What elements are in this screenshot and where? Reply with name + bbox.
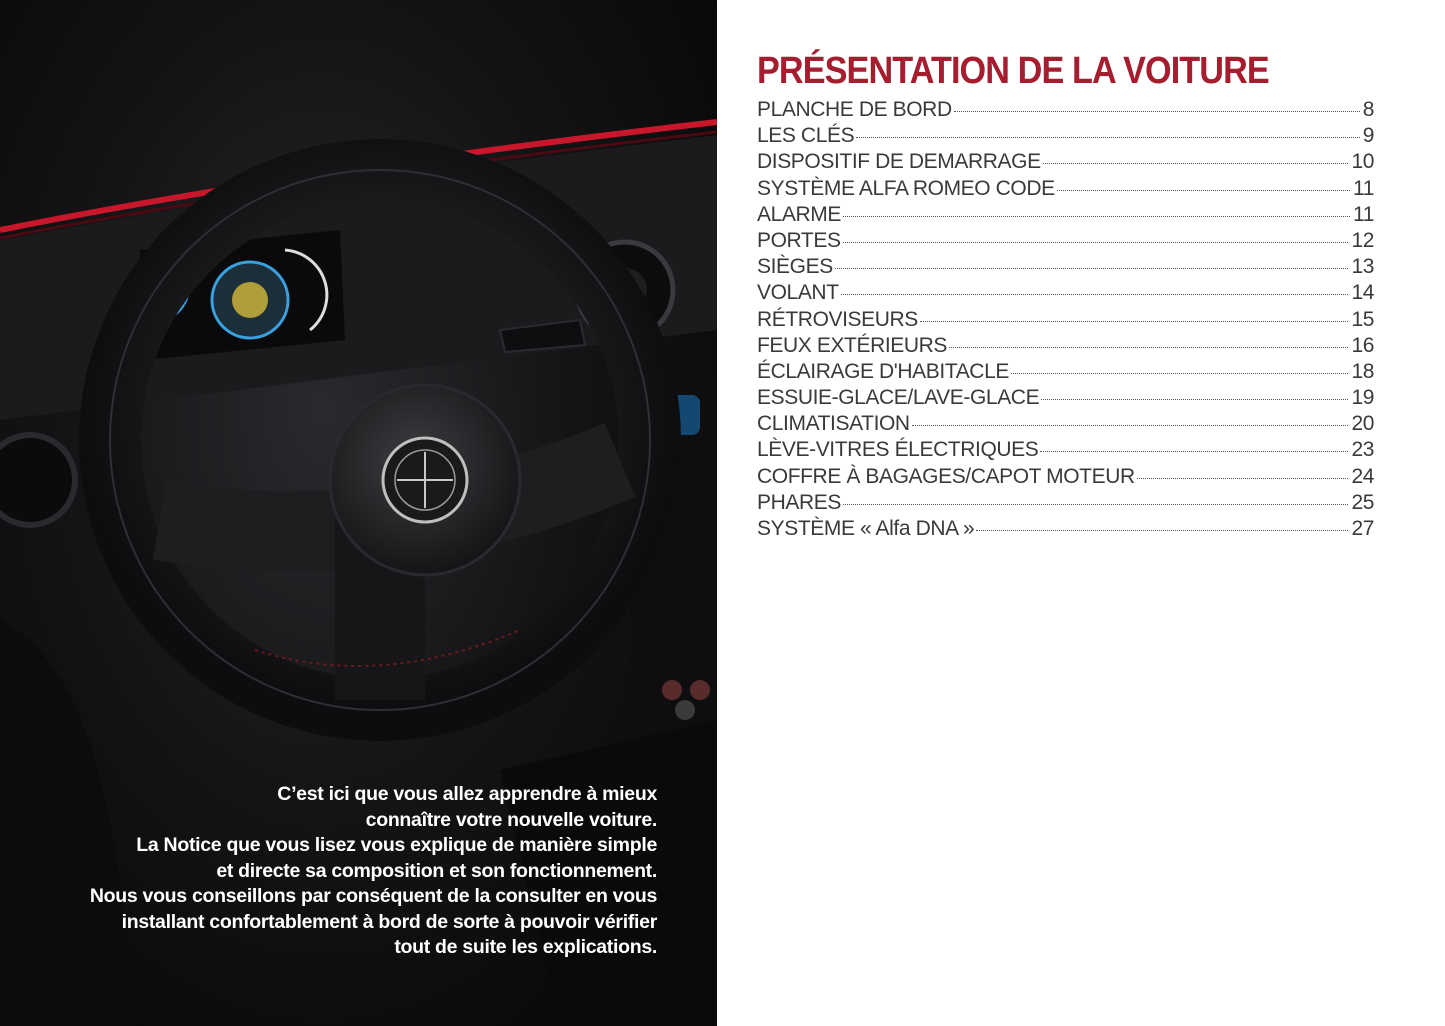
toc-entry-label: PLANCHE DE BORD [757,98,952,121]
toc-dot-leader [841,294,1349,295]
toc-entry-page: 23 [1351,438,1374,462]
toc-entry-label: RÉTROVISEURS [757,307,918,331]
toc-entry-label: PHARES [757,490,841,514]
toc-dot-leader [843,216,1350,217]
toc-entry-label: SYSTÈME ALFA ROMEO CODE [757,176,1055,200]
toc-entry-page: 24 [1351,464,1374,488]
toc-entry-page: 18 [1351,359,1374,383]
toc-entry[interactable] [757,124,1374,150]
toc-entry-page: 25 [1351,490,1374,514]
intro-line: et directe sa composition et son fonctionnement. [216,859,657,882]
toc-entry-label: SYSTÈME « Alfa DNA » [757,517,975,540]
toc-dot-leader [920,321,1349,322]
toc-entry-page: 10 [1351,150,1374,174]
toc-entry[interactable] [757,281,1374,307]
toc-entry-label: DISPOSITIF DE DEMARRAGE [757,150,1041,174]
toc-entry[interactable] [757,465,1374,491]
toc-entry-page: 15 [1351,307,1374,331]
toc-entry-label: SIÈGES [757,255,833,279]
toc-dot-leader [954,111,1360,112]
toc-entry[interactable] [757,229,1374,255]
toc-entry-page: 11 [1353,202,1374,226]
toc-entry[interactable] [757,334,1374,360]
toc-entry-page: 20 [1351,412,1374,436]
intro-line: Nous vous conseillons par conséquent de la consulter en vous [89,885,657,907]
toc-entry-page: 9 [1362,124,1374,148]
toc-entry-label: PORTES [757,228,841,252]
toc-entry-page: 16 [1351,333,1374,357]
toc-dot-leader [835,268,1349,269]
toc-entry-page: 11 [1353,176,1374,200]
intro-paragraph [57,782,657,961]
toc-dot-leader [856,137,1360,138]
toc-entry[interactable] [757,517,1374,543]
toc-entry[interactable] [757,386,1374,412]
intro-line: C’est ici que vous allez apprendre à mieux [277,783,657,805]
intro-line: tout de suite les explications. [394,936,657,958]
toc-entry-label: LÈVE-VITRES ÉLECTRIQUES [757,438,1039,462]
toc-entry[interactable] [757,98,1374,124]
toc-dot-leader [1011,373,1348,374]
toc-dot-leader [843,504,1348,505]
toc-entry[interactable] [757,255,1374,281]
toc-entry-label: ESSUIE-GLACE/LAVE-GLACE [757,386,1040,410]
toc-dot-leader [912,425,1349,426]
toc-dot-leader [1137,478,1349,479]
toc-entry-page: 19 [1351,386,1374,410]
toc-entry-page: 8 [1362,98,1374,121]
intro-line: installant confortablement à bord de sorte à pouvoir vérifier [121,910,657,933]
toc-dot-leader [976,530,1348,531]
toc-dot-leader [1043,163,1349,164]
toc-entry[interactable] [757,203,1374,229]
intro-line: connaître votre nouvelle voiture. [365,808,657,831]
toc-dot-leader [1041,399,1348,400]
toc-entry-label: FEUX EXTÉRIEURS [757,333,948,357]
toc-list [757,98,1374,543]
toc-entry-page: 14 [1351,281,1374,305]
intro-line: La Notice que vous lisez vous explique de manière simple [136,834,657,856]
toc-entry-label: VOLANT [757,281,839,305]
toc-dot-leader [1040,451,1348,452]
page-title: PRÉSENTATION DE LA VOITURE [757,50,1269,92]
toc-entry[interactable] [757,412,1374,438]
toc-entry-page: 12 [1351,228,1374,252]
alfa-romeo-logo-icon [383,438,467,522]
toc-entry[interactable] [757,360,1374,386]
toc-dot-leader [949,347,1348,348]
dashboard-photo [0,0,717,1026]
toc-entry-page: 13 [1351,255,1374,279]
toc-dot-leader [1057,190,1350,191]
table-of-contents [757,46,1374,543]
toc-entry[interactable] [757,150,1374,176]
toc-entry-page: 27 [1351,517,1374,540]
toc-entry-label: CLIMATISATION [757,412,910,436]
toc-entry[interactable] [757,491,1374,517]
toc-entry[interactable] [757,438,1374,464]
toc-entry[interactable] [757,308,1374,334]
toc-dot-leader [843,242,1349,243]
toc-entry-label: ÉCLAIRAGE D'HABITACLE [757,359,1009,383]
toc-entry-label: ALARME [757,202,841,226]
toc-entry-label: LES CLÉS [757,124,855,148]
toc-entry[interactable] [757,177,1374,203]
toc-entry-label: COFFRE À BAGAGES/CAPOT MOTEUR [757,464,1135,488]
